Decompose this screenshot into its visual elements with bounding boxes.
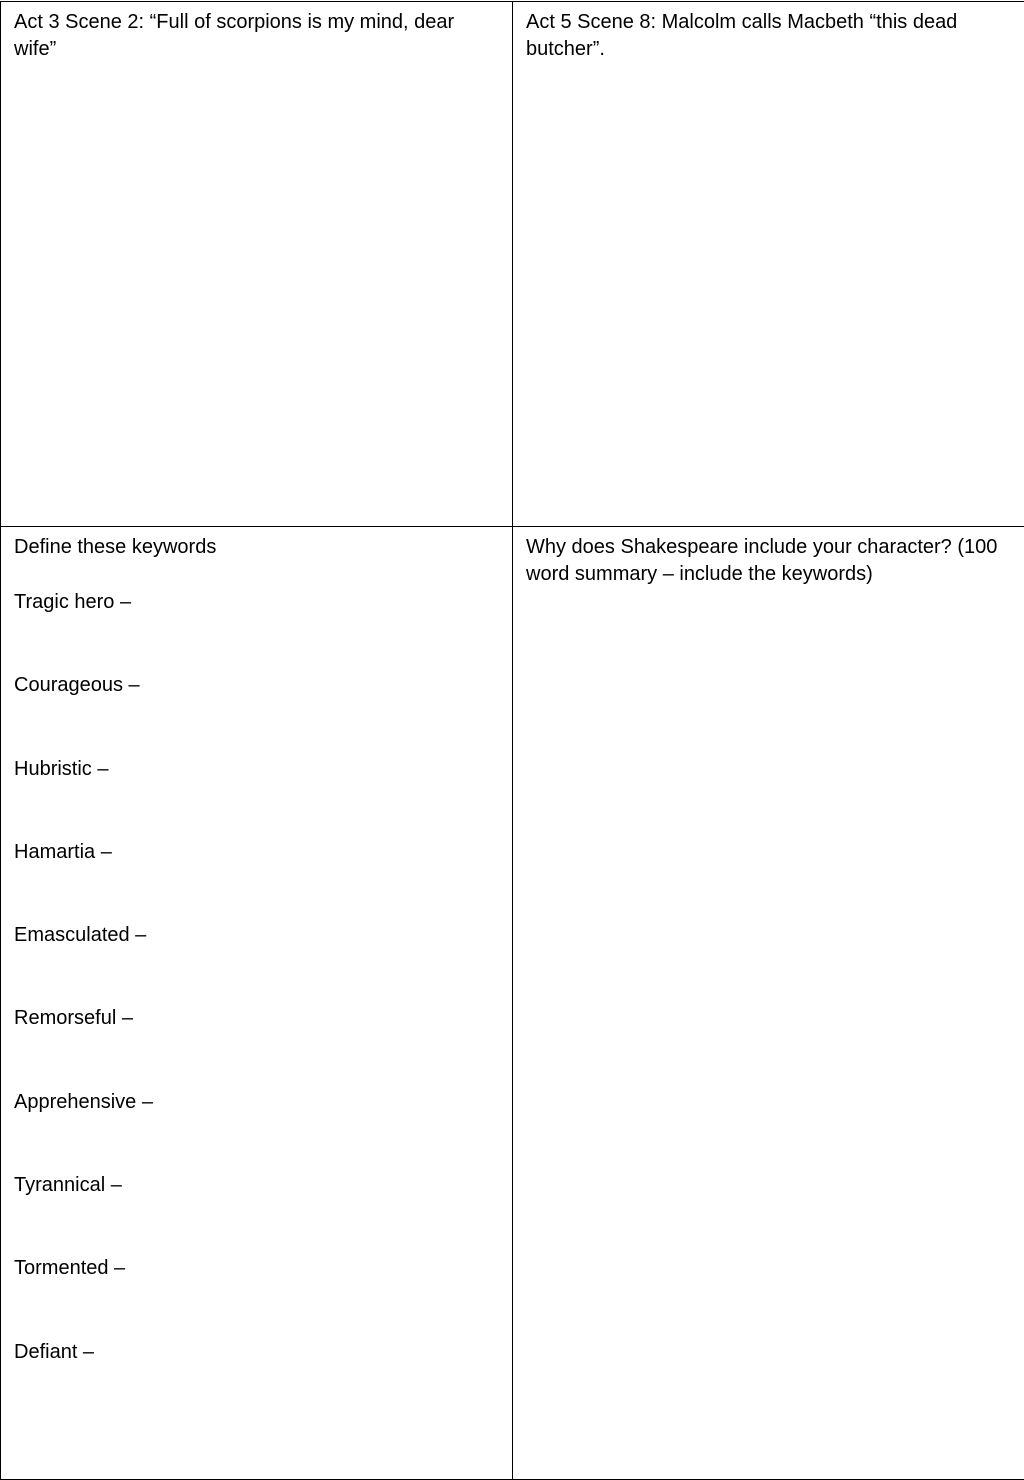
keyword-item: Tormented – <box>14 1257 126 1280</box>
keyword-item: Apprehensive – <box>14 1090 153 1113</box>
keyword-item: Emasculated – <box>14 924 147 947</box>
keyword-item: Tragic hero – <box>14 591 132 613</box>
keyword-item: Hubristic – <box>14 757 109 780</box>
keywords-heading: Define these keywords <box>14 536 217 558</box>
keyword-item: Courageous – <box>14 674 140 697</box>
summary-cell[interactable] <box>513 527 1024 1480</box>
worksheet-grid <box>0 1 1024 1480</box>
quote-act3-text: Act 3 Scene 2: “Full of scorpions is my mind, dear wife” <box>14 11 455 60</box>
keyword-item: Defiant – <box>14 1340 95 1363</box>
summary-prompt: Why does Shakespeare include your character? (100 word summary – include the keywords) <box>526 536 998 585</box>
grid-row-top <box>1 2 1024 527</box>
keyword-item: Tyrannical – <box>14 1174 122 1197</box>
keywords-cell[interactable] <box>1 527 513 1480</box>
quote-cell-act5[interactable] <box>513 2 1024 527</box>
keyword-list <box>14 589 500 1422</box>
grid-row-bottom <box>1 527 1024 1480</box>
quote-act5-text: Act 5 Scene 8: Malcolm calls Macbeth “this dead butcher”. <box>526 11 958 60</box>
keyword-item: Remorseful – <box>14 1007 133 1030</box>
keyword-item: Hamartia – <box>14 840 112 863</box>
quote-cell-act3[interactable] <box>1 2 513 527</box>
